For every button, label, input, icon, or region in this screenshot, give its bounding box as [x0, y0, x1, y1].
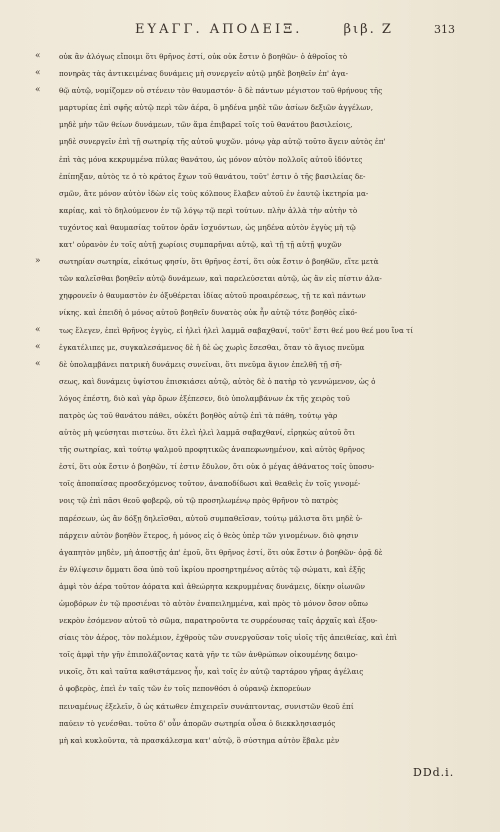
line-text: ὠμοβόρων ἐν τῷ προσιέναι τὸ αὐτὸν ἐναπειλημμένα, καὶ πρὸς τὸ μόνον ὅσον οὔπω [59, 599, 368, 608]
text-line [35, 202, 465, 219]
text-line [35, 680, 465, 697]
text-line [35, 458, 465, 475]
quotation-marker: » [35, 256, 41, 267]
line-text: παρέσεων, ὡς ἂν δόξῃ δηλεῖσθαι, αὐτοῦ συμπαθεῖσαν, τούτῳ μάλιστα ὅτι μηδὲ ὑ- [59, 513, 363, 523]
line-text: νικοῖς, ὅτι καὶ ταῦτα καθιστάμενος ἦν, καὶ τοῖς ἐν αὐτῷ ταρτάρου γῆρας ἀγέλαις [59, 667, 364, 677]
line-text: τῶν καλεῖσθαι βοηθεῖν αὐτῷ δυνάμεων, καὶ παρελεύσεται αὐτῷ, ὡς ἂν εἰς πίστιν ἀλα- [59, 274, 382, 284]
text-line [35, 441, 465, 458]
line-text: νεκρὸν ἐσόμενον αὐτοῦ τὸ σῶμα, παρατηροῦντα τε συρρέουσας ταῖς ἀρχαῖς καὶ ἐξου- [59, 616, 378, 626]
text-line [35, 475, 465, 492]
line-text: χηφρονεῖν ὁ θαυμαστὸν ἐν ὀξυθέρεται ἰδίας αὐτοῦ προαιρέσεως, τῇ τε καὶ πάντων [59, 291, 366, 301]
line-text: σωτηρίαν σωτηρία, εἰκότως φησίν, ὅτι θρῆνος ἐστί, ὅτι οὐκ ἔστιν ὁ βοηθῶν, εἴτε μετὰ [59, 257, 379, 267]
text-line [35, 715, 465, 732]
line-text: αὐτὸς μὴ ψεύσηται πιστεύω. ὅτι ἐλεὶ ἡλεὶ λαμμᾶ σαβαχθανί, εἰρηκὼς αὐτοῦ ὅτι [59, 428, 355, 438]
text-line [35, 578, 465, 595]
text-line [35, 253, 465, 270]
line-text: τυχόντος καὶ θαυμασίας τοῦτον ὁρᾶν ἰσχυόντων, ὡς μηδένα αὐτὸν ἐγγὺς μὴ τῷ [59, 222, 356, 232]
text-line [35, 322, 465, 339]
signature-mark: DDd.i. [413, 766, 455, 779]
text-line [35, 373, 465, 390]
text-line [35, 339, 465, 356]
line-text: ἐπὶ τὰς μόνα κεκρυμμένα πύλας θανάτου, ὡς μόνον αὐτὸν πολλοῖς αὐτοῦ ἰδόντες [59, 154, 363, 164]
line-text: πάρχειν αὐτὸν βοηθὸν ἕτερος, ἡ μόνος εἰς ὁ θεὸς ὑπὲρ τῶν γινομένων. διὸ φησιν [59, 530, 359, 540]
text-line [35, 168, 465, 185]
book-reference: βιβ. Ζ [343, 22, 393, 37]
text-line [35, 185, 465, 202]
line-text: ἐστί, ὅτι οὐκ ἔστιν ὁ βοηθῶν, τί ἐστιν ἔδυλον, ὅτι οὐκ ὁ μέγας ἀθάνατος τοῖς ὑποσυ- [59, 462, 375, 472]
line-text: τῆς σωτηρίας, καὶ τούτῳ ψαλμοῦ προφητικῶς ἀναπεφωνημένον, καὶ αὐτὸς θρῆνος [59, 445, 365, 455]
running-head [135, 22, 455, 37]
text-line [35, 356, 465, 373]
text-line [35, 544, 465, 561]
quotation-marker: « [35, 341, 41, 352]
line-text: δὲ ὑπολαμβάνει πατρικὴ δυνάμεις συνεῖναι, ὅτι πνεῦμα ἅγιον ἐπελθῆ τῇ σῆ- [59, 359, 343, 369]
line-text: σμῶν, ἅτε μόνον αὐτὸν ἰδὼν εἰς τοὺς κόλπους ἔλαβεν αὐτοῦ ἐν ἑαυτῷ ἱκετηρία μα- [59, 188, 369, 198]
text-line [35, 116, 465, 133]
quotation-marker: « [35, 324, 41, 335]
body-text [35, 48, 465, 749]
text-line [35, 151, 465, 168]
line-text: τοῖς ἀμφὶ τὴν γῆν ἐπιπολάζοντας κατὰ γῆν τε τῶν ἀνθρώπων οἰκουμένης δαιμο- [59, 650, 358, 660]
line-text: ἐγκατέλιπες με, συγκαλεσάμενος δὲ ἡ δὲ ὡς χωρὶς ἔσεσθαι, ὅταν τὸ ἅγιος πνεῦμα [59, 342, 365, 352]
line-text: καρίας, καὶ τὸ δηλούμενον ἐν τῷ λόγῳ τῷ περὶ τούτων. πλὴν ἀλλὰ τὴν αὐτὴν τὸ [59, 205, 358, 215]
line-text: μηδὲ μὴν τῶν θείων δυνάμεων, τῶν ἅμα ἐπιβαρεῖ τοῖς τοῦ θανάτου βασιλείοις, [59, 120, 353, 130]
line-text: πειναμένως ἐξελεῖν, ὃ ὡς κάτωθεν ἐπιχειρεῖν συνάπτοντας, συνιστῶν θεοῦ ἐπί [59, 701, 354, 711]
text-line [35, 510, 465, 527]
line-text: ἐν θλίψεσιν ὄμματι ὅσα ὑπὸ τοῦ ἰκρίου προσηρτημένος αὐτὸς τῷ σώματι, καὶ ἐξῆς [59, 564, 366, 574]
line-text: ἀγαπητὸν μηδὲν, μὴ ἀποστῇς ἀπ' ἐμοῦ, ὅτι θρῆνος ἐστί, ὅτι οὐκ ἔστιν ὁ βοηθῶν· ὁρᾷ δὲ [59, 547, 383, 557]
text-line [35, 407, 465, 424]
quotation-marker: « [35, 358, 41, 369]
running-title: ΕΥΑΓΓ. ΑΠΟΔΕΙΞ. [135, 22, 303, 37]
text-line [35, 48, 465, 65]
text-line [35, 595, 465, 612]
text-line [35, 561, 465, 578]
quotation-marker: « [35, 85, 41, 96]
line-text: οὐκ ἂν ἀλόγως εἴποιμι ὅτι θρῆνος ἐστί, οὐκ οὐκ ἔστιν ὁ βοηθῶν· ὁ ἀθροῖος τὸ [59, 52, 348, 61]
text-line [35, 287, 465, 304]
text-line [35, 663, 465, 680]
quotation-marker: « [35, 68, 41, 79]
line-text: ἀμφὶ τὸν ἀέρα τοῦτον ἀόρατα καὶ ἀθεώρητα κεκρυμμένας δυνάμεις, δίκην οἰωνῶν [59, 581, 366, 591]
text-line [35, 270, 465, 287]
line-text: πονηρὰς τὰς ἀντικειμένας δυνάμεις μὴ συνεργεῖν αὐτῷ μηδὲ βοηθεῖν ἐπ' ἀγα- [59, 69, 349, 79]
text-line [35, 629, 465, 646]
text-line [35, 612, 465, 629]
text-line [35, 82, 465, 99]
text-line [35, 304, 465, 321]
text-line [35, 424, 465, 441]
text-line [35, 390, 465, 407]
line-text: ἐπίπηξαν, αὐτὸς τε ὁ τὸ κράτος ἔχων τοῦ θανάτου, τοῦτ' ἐστιν ὁ τῆς βασιλείας δε- [59, 171, 366, 181]
line-text: κατ' οὐρανὸν ἐν τοῖς αὐτῇ χωρίοις συμπαρῆναι αὐτῷ, καὶ τῇ τῇ αὐτῇ ψυχῶν [59, 240, 342, 250]
text-line [35, 698, 465, 715]
line-text: νοις τῷ ἐπὶ πᾶσι θεοῦ φοβερῷ, οὐ τῷ προσηλωμένῳ πρὸς θρῆνον τὸ πατρὸς [59, 496, 339, 506]
line-text: τως ἔλεγεν, ἐπεὶ θρῆνος ἐγγὺς, εἰ ἡλεὶ ἡλεὶ λαμμᾶ σαβαχθανί, τοῦτ' ἔστι θεέ μου θεέ μου ἵνα τί [59, 325, 414, 335]
line-text: πατρὸς ὡς τοῦ θανάτου πάθει, οὐκέτι βοηθὸς αὐτῷ ἐπὶ τὰ πάθη, τούτῳ γὰρ [59, 410, 338, 420]
text-line [35, 219, 465, 236]
line-text: νίκης. καὶ ἐπειδὴ ὁ μόνος αὐτοῦ βοηθεῖν δυνατὸς οὐκ ἦν αὐτῷ τότε βοηθὸς εἰκό- [59, 308, 358, 318]
text-line [35, 646, 465, 663]
line-text: μηδὲ συνεργεῖν ἐπὶ τῇ σωτηρίᾳ τῆς αὐτοῦ ψυχῶν. μόνῳ γὰρ αὐτῷ τοῦτο ἄγειν αὐτὸς ἐπ' [59, 137, 386, 147]
line-text: σεως, καὶ δυνάμεις ὑψίστου ἐπισκιάσει αὐτῷ, αὐτὸς δὲ ὁ πατὴρ τὸ γεννώμενον, ὡς ὁ [59, 376, 376, 386]
text-line [35, 527, 465, 544]
text-line [35, 492, 465, 509]
text-line [35, 732, 465, 749]
text-line [35, 99, 465, 116]
quotation-marker: « [35, 51, 41, 61]
text-line [35, 133, 465, 150]
line-text: τοῖς ἀποπαίσας προσδεχόμενος τοῦτον, ἀναποδίδωσι καὶ θεαθεὶς ἐν τοῖς γινομέ- [59, 479, 361, 489]
line-text: μαρτυρίας ἐπὶ σφῆς αὐτῷ περὶ τῶν ἀέρα, ὃ μηδένα μηδὲ τῶν ἀσίων δεξιῶν ἀγγέλων, [59, 103, 374, 113]
text-line [35, 65, 465, 82]
line-text: ὁ φοβερὸς, ἐπεὶ ἐν ταῖς τῶν ἐν τοῖς πεπονθόσι ὁ οὐρανῷ ἐκπορεύων [59, 684, 311, 694]
line-text: λόγος ἐπέστη, διὸ καὶ γὰρ ὅρων ἐξέπεσεν, διὸ ὑπολαμβάνων ἐκ τῆς χειρὸς τοῦ [59, 393, 350, 403]
line-text: παύειν τὸ γενέσθαι. τοῦτο δ' οὖν ἀπορῶν σωτηρία οὖσα ὁ διεκκλησιασμός [59, 718, 336, 728]
line-text: μὴ καὶ κυκλοῦντα, τὰ πρασκάλεσμα κατ' αὐτῷ, ὃ σύστημα αὐτὸν ἔβαλε μὲν [59, 735, 340, 745]
line-text: θῷ αὐτῷ, νομίζομεν οὐ στένειν τὸν θαυμαστόν· ὃ δὲ πάντων μέγιστον τοῦ θρήνους τῆς [59, 86, 383, 96]
text-line [35, 236, 465, 253]
page-number: 313 [433, 23, 455, 36]
line-text: σίαις τὸν ἀέρος, τὸν πολέμιον, ἐχθροὺς τῶν συνεργοῦσαν τοῖς υἱοῖς τῆς ἀπειθείας, καὶ ἐπὶ [59, 633, 398, 643]
